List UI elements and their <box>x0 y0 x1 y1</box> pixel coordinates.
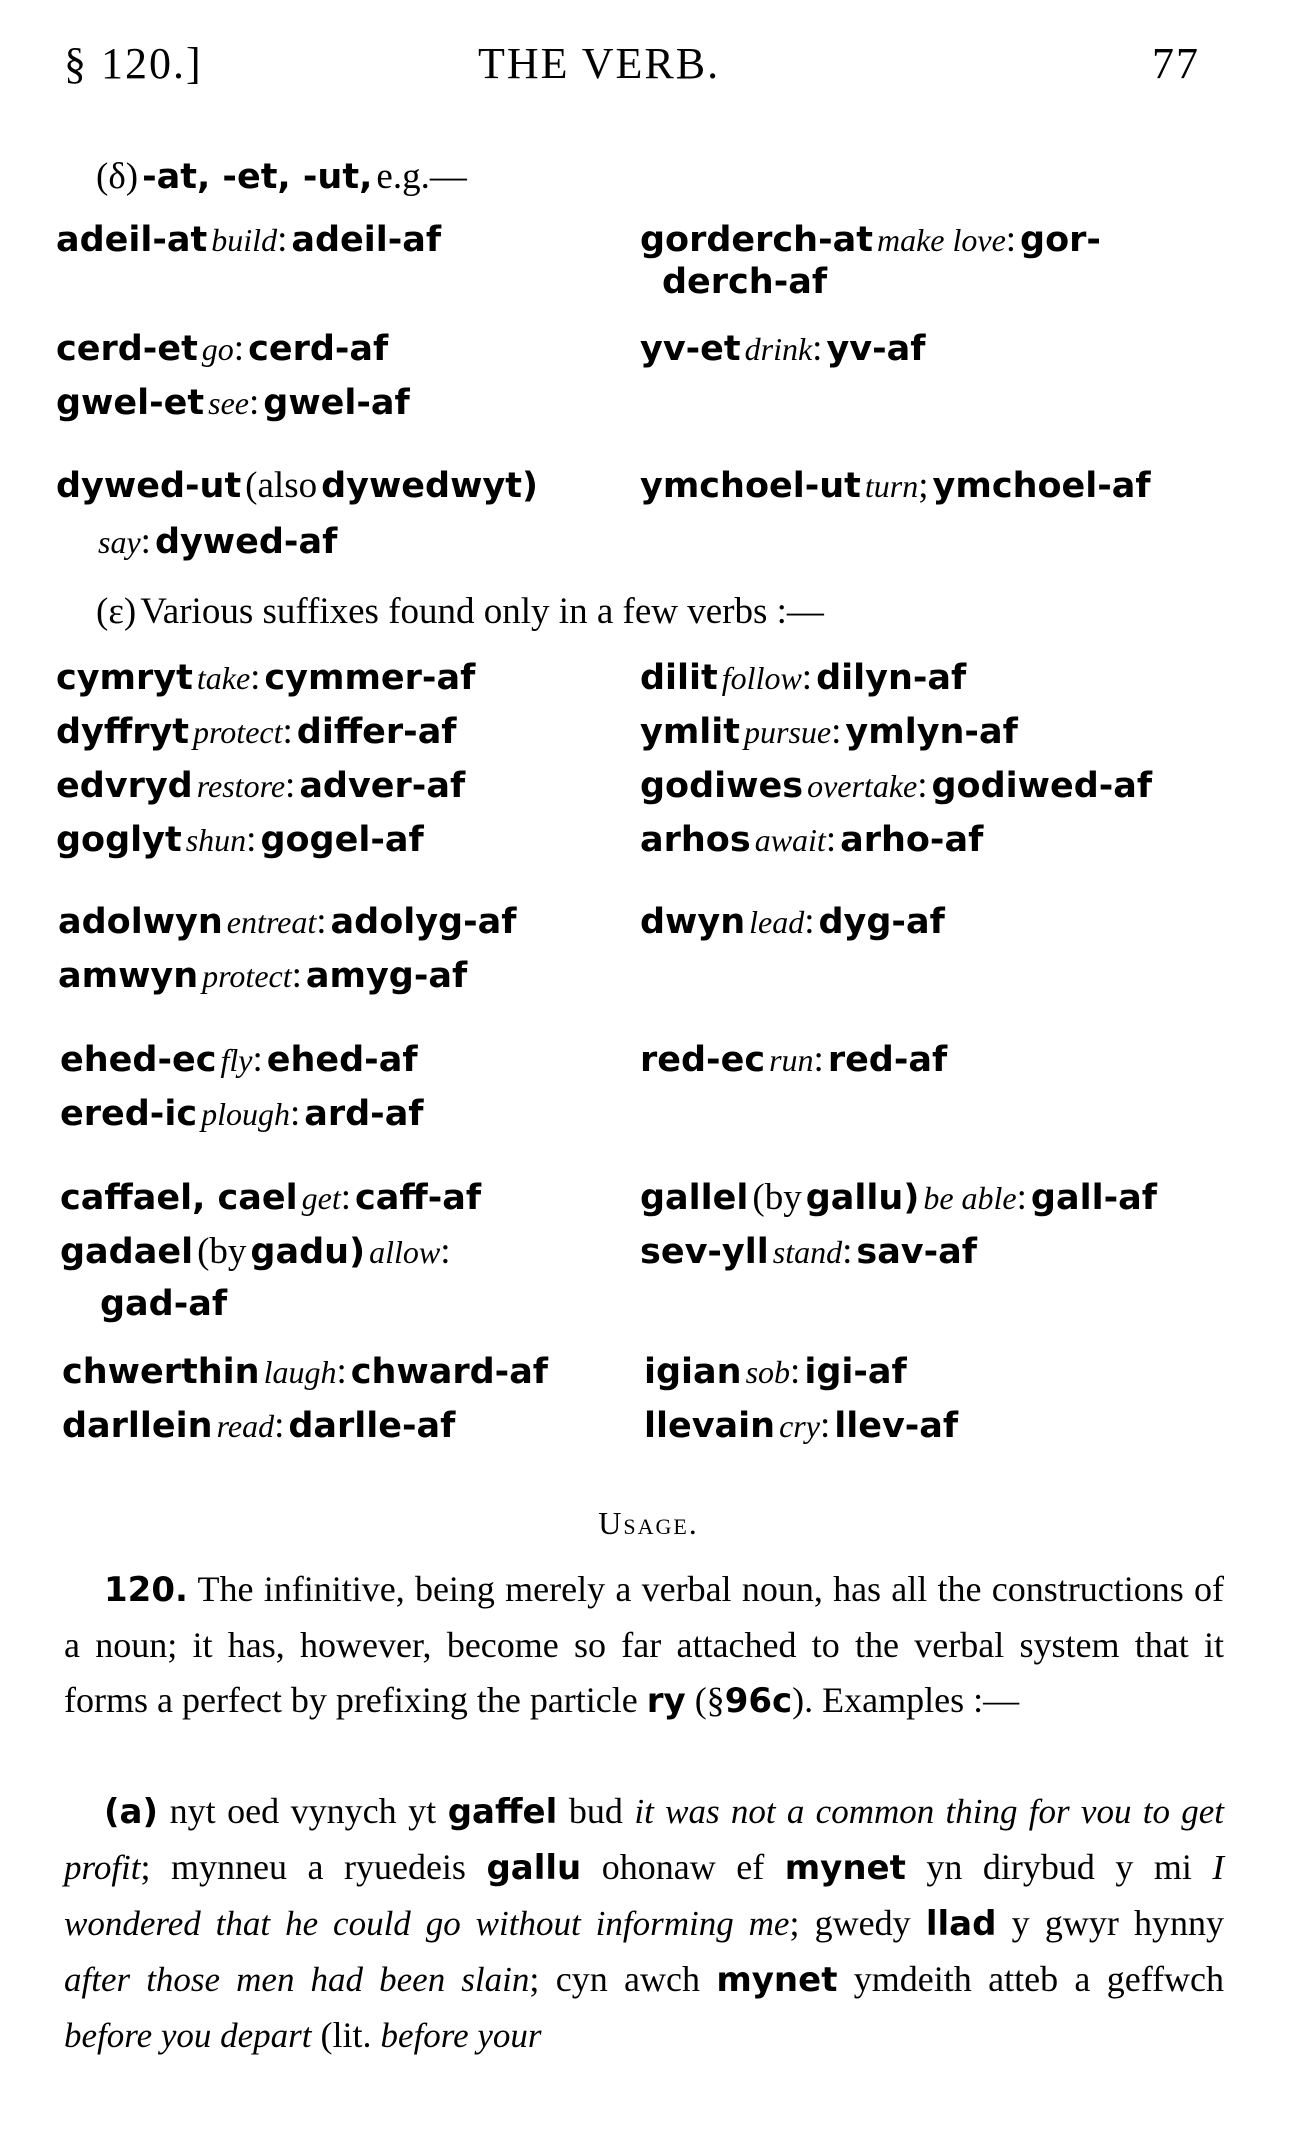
epsilon-heading: (ε) Various suffixes found only in a few verbs :— <box>96 591 824 632</box>
verb-form: dilyn-af <box>816 658 967 698</box>
verb-infinitive: gwel-et <box>56 383 205 423</box>
verb-infinitive: sev-yll <box>640 1232 769 1272</box>
verb-infinitive: cerd-et <box>56 329 198 369</box>
paragraph-a: (a) nyt oed vynych yt gaffel bud it was not a common thing for vou to get profit; mynneu a ryuedeis gallu ohonaw ef mynet yn dirybud y mi I wondered that he could go without informing me; gwedy llad y gwyr hynny after those men had been slain; cyn awch mynet ymdeith atteb a geffwch before you depart (lit. before your <box>64 1791 1225 2055</box>
verb-entry-continuation <box>100 1284 227 1324</box>
verb-form: gor- <box>1020 220 1101 260</box>
verb-entry: ymlit pursue: ymlyn-af <box>640 711 1018 752</box>
verb-gloss: turn <box>864 468 919 504</box>
verb-form: llev-af <box>834 1406 959 1446</box>
verb-infinitive: ered-ic <box>60 1094 198 1134</box>
verb-gloss: await <box>754 822 826 858</box>
verb-gloss: plough <box>201 1096 290 1132</box>
verb-gloss: follow <box>721 660 802 696</box>
verb-form: chward-af <box>350 1352 549 1392</box>
verb-gloss: say <box>98 524 141 560</box>
verb-gloss: be able <box>923 1180 1017 1216</box>
verb-form: gall-af <box>1030 1178 1157 1218</box>
verb-gloss: drink <box>744 331 813 367</box>
page-title: THE VERB. <box>478 39 721 88</box>
verb-form: sav-af <box>856 1232 977 1272</box>
verb-infinitive: adolwyn <box>58 902 223 942</box>
verb-form: amyg-af <box>305 956 468 996</box>
verb-gloss: allow <box>369 1234 441 1270</box>
verb-infinitive: arhos <box>640 820 751 860</box>
verb-form: red-af <box>827 1040 948 1080</box>
paragraph-120: 120. The infinitive, being merely a verbal noun, has all the constructions of a noun; it has, however, become so far attached to the verbal system that it forms a perfect by prefixing the particle ry (§96c). Examples :— <box>64 1569 1224 1721</box>
verb-infinitive: gadael <box>60 1232 194 1272</box>
verb-gloss: overtake <box>807 768 918 804</box>
verb-form: adver-af <box>299 766 466 806</box>
verb-gloss: run <box>769 1042 814 1078</box>
verb-entry: red-ec run: red-af <box>640 1039 948 1080</box>
verb-gloss: stand <box>772 1234 843 1270</box>
verb-entry: goglyt shun: gogel-af <box>56 819 424 860</box>
verb-gloss: cry <box>779 1408 820 1444</box>
verb-infinitive: igian <box>644 1352 742 1392</box>
section-number: 120. <box>104 1570 188 1610</box>
verb-infinitive: dyffryt <box>56 712 190 752</box>
verb-infinitive: edvryd <box>56 766 193 806</box>
verb-infinitive: dilit <box>640 658 718 698</box>
verb-entry-continuation: say: dywed-af <box>98 521 338 562</box>
verb-form: ymchoel-af <box>932 466 1151 506</box>
verb-infinitive: ehed-ec <box>60 1040 217 1080</box>
verb-gloss: lead <box>749 904 805 940</box>
verb-entry: adeil-at build: adeil-af <box>56 219 442 260</box>
verb-entry-continuation <box>662 262 827 302</box>
verb-entry: caffael, cael get: caff-af <box>60 1177 482 1218</box>
verb-gloss: restore <box>196 768 286 804</box>
verb-form: ehed-af <box>266 1040 418 1080</box>
verb-gloss: protect <box>193 714 283 750</box>
verb-form: gogel-af <box>260 820 424 860</box>
verb-form: godiwed-af <box>931 766 1153 806</box>
verb-entry: gwel-et see: gwel-af <box>56 382 410 423</box>
verb-entry: gadael (by gadu) allow: <box>60 1231 451 1272</box>
verb-gloss: protect <box>202 958 292 994</box>
verb-form: yv-af <box>826 329 926 369</box>
page-number: 77 <box>1152 39 1200 88</box>
verb-gloss: build <box>211 222 278 258</box>
verb-form: arho-af <box>840 820 984 860</box>
verb-entry: edvryd restore: adver-af <box>56 765 466 806</box>
verb-entry: dywed-ut (also dywedwyt) <box>56 465 538 506</box>
verb-infinitive: gallel <box>640 1178 749 1218</box>
verb-infinitive: ymchoel-ut <box>640 466 861 506</box>
verb-form: cymmer-af <box>264 658 476 698</box>
delta-heading: (δ) -at, -et, -ut, e.g.— <box>96 156 467 197</box>
verb-entry: dilit follow: dilyn-af <box>640 657 967 698</box>
verb-gloss: take <box>196 660 251 696</box>
verb-infinitive: darllein <box>62 1406 213 1446</box>
verb-gloss: shun <box>185 822 247 858</box>
verb-form: adolyg-af <box>330 902 517 942</box>
verb-entry: ymchoel-ut turn; ymchoel-af <box>640 465 1151 506</box>
verb-entry: arhos await: arho-af <box>640 819 984 860</box>
verb-gloss: get <box>301 1180 341 1216</box>
verb-entry: ered-ic plough: ard-af <box>60 1093 424 1134</box>
verb-gloss: fly <box>220 1042 253 1078</box>
verb-form: gad-af <box>100 1284 228 1324</box>
verb-infinitive: ymlit <box>640 712 741 752</box>
verb-form: gwel-af <box>263 383 410 423</box>
verb-infinitive: dywed-ut <box>56 466 242 506</box>
verb-infinitive: chwerthin <box>62 1352 260 1392</box>
verb-gloss: pursue <box>744 714 832 750</box>
verb-entry: cymryt take: cymmer-af <box>56 657 476 698</box>
verb-form: adeil-af <box>291 220 442 260</box>
verb-gloss: read <box>216 1408 275 1444</box>
verb-gloss: see <box>208 385 249 421</box>
usage-heading: Usage. <box>598 1505 699 1541</box>
verb-infinitive: adeil-at <box>56 220 208 260</box>
verb-infinitive: caffael, cael <box>60 1178 298 1218</box>
verb-form: cerd-af <box>248 329 389 369</box>
verb-entry: llevain cry: llev-af <box>644 1405 959 1446</box>
verb-form: caff-af <box>355 1178 482 1218</box>
verb-infinitive: llevain <box>644 1406 776 1446</box>
verb-gloss: go <box>201 331 234 367</box>
verb-infinitive: cymryt <box>56 658 193 698</box>
verb-entry: sev-yll stand: sav-af <box>640 1231 977 1272</box>
verb-entry: gorderch-at make love: gor- <box>640 219 1101 260</box>
verb-entry: darllein read: darlle-af <box>62 1405 456 1446</box>
subsection-label: (a) <box>104 1792 159 1832</box>
verb-gloss: make love <box>876 222 1006 258</box>
verb-entry: yv-et drink: yv-af <box>640 328 926 369</box>
verb-entry: gallel (by gallu) be able: gall-af <box>640 1177 1157 1218</box>
verb-entry: godiwes overtake: godiwed-af <box>640 765 1153 806</box>
verb-entry: adolwyn entreat: adolyg-af <box>58 901 517 942</box>
verb-entry: cerd-et go: cerd-af <box>56 328 389 369</box>
verb-entry: amwyn protect: amyg-af <box>58 955 468 996</box>
verb-gloss: laugh <box>263 1354 337 1390</box>
verb-infinitive: goglyt <box>56 820 182 860</box>
verb-infinitive: amwyn <box>58 956 199 996</box>
verb-form: dywed-af <box>154 522 338 562</box>
verb-infinitive: dwyn <box>640 902 746 942</box>
section-reference: § 120.] <box>64 39 203 88</box>
verb-entry: dwyn lead: dyg-af <box>640 901 945 942</box>
verb-infinitive: red-ec <box>640 1040 766 1080</box>
verb-form: derch-af <box>662 262 828 302</box>
verb-infinitive: godiwes <box>640 766 804 806</box>
verb-gloss: entreat <box>226 904 317 940</box>
verb-entry: chwerthin laugh: chward-af <box>62 1351 549 1392</box>
verb-form: differ-af <box>296 712 457 752</box>
verb-entry: igian sob: igi-af <box>644 1351 907 1392</box>
verb-form: ymlyn-af <box>845 712 1018 752</box>
verb-form: ard-af <box>304 1094 424 1134</box>
verb-form: dyg-af <box>818 902 945 942</box>
verb-form: igi-af <box>804 1352 907 1392</box>
verb-gloss: sob <box>745 1354 791 1390</box>
verb-entry: dyffryt protect: differ-af <box>56 711 457 752</box>
verb-form: darlle-af <box>288 1406 456 1446</box>
verb-entry: ehed-ec fly: ehed-af <box>60 1039 418 1080</box>
verb-infinitive: yv-et <box>640 329 741 369</box>
verb-infinitive: gorderch-at <box>640 220 873 260</box>
